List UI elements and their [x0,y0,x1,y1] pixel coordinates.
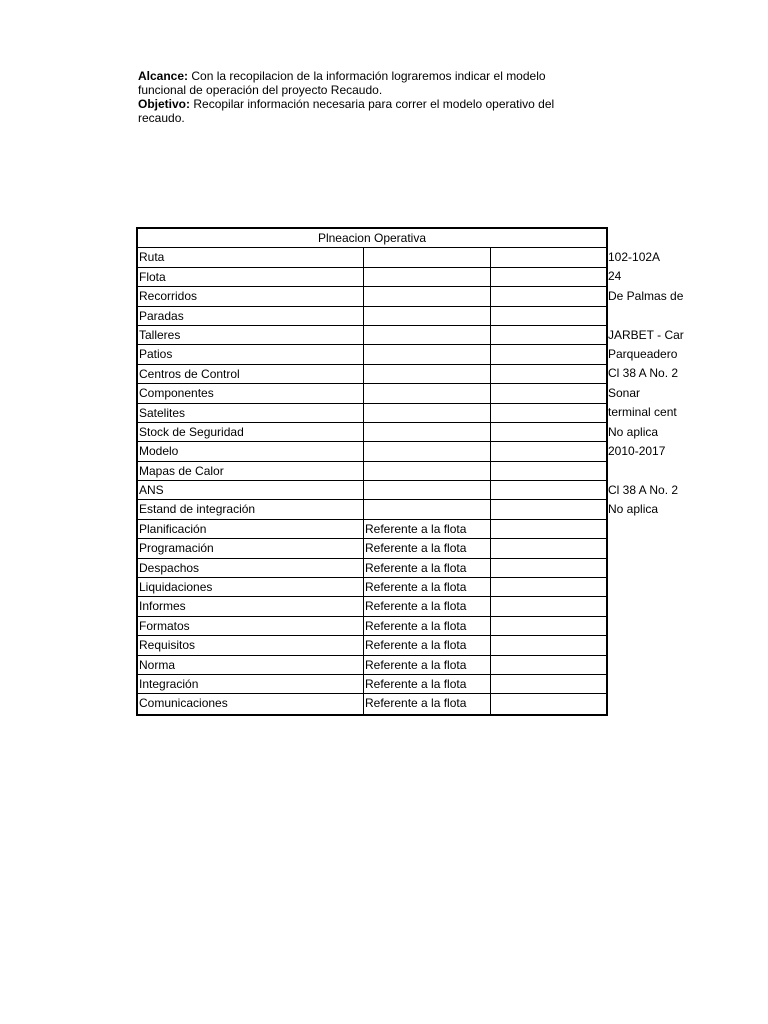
row-empty-cell[interactable] [491,675,606,694]
table-row [138,248,606,267]
table-row [138,539,606,558]
row-label[interactable]: Planificación [138,520,364,539]
row-empty-cell[interactable] [491,578,606,597]
table-row [138,384,606,403]
row-value[interactable] [364,326,491,345]
alcance-paragraph [138,69,588,97]
objetivo-paragraph [138,97,588,125]
table-row [138,404,606,423]
row-value[interactable] [364,500,491,519]
row-value[interactable]: Referente a la flota [364,617,491,636]
row-label[interactable]: Formatos [138,617,364,636]
row-label[interactable]: Satelites [138,404,364,423]
table-row [138,423,606,442]
alcance-text: Con la recopilacion de la información lograremos indicar el modelo funcional de operación del proyecto Recaudo. [138,69,546,97]
table-row [138,462,606,481]
row-label[interactable]: Norma [138,656,364,675]
row-empty-cell[interactable] [491,520,606,539]
row-label[interactable]: Requisitos [138,636,364,655]
row-empty-cell[interactable] [491,345,606,364]
table-row [138,365,606,384]
row-empty-cell[interactable] [491,539,606,558]
row-value[interactable] [364,442,491,461]
row-empty-cell[interactable] [491,248,606,267]
row-label[interactable]: Centros de Control [138,365,364,384]
table-row [138,597,606,616]
table-row [138,656,606,675]
row-value[interactable] [364,307,491,326]
side-value[interactable]: Cl 38 A No. 2 [608,482,679,497]
row-value[interactable]: Referente a la flota [364,675,491,694]
row-empty-cell[interactable] [491,559,606,578]
row-value[interactable]: Referente a la flota [364,597,491,616]
row-empty-cell[interactable] [491,694,606,713]
table-row [138,442,606,461]
row-label[interactable]: Patios [138,345,364,364]
row-value[interactable]: Referente a la flota [364,559,491,578]
row-empty-cell[interactable] [491,656,606,675]
table-row [138,694,606,713]
row-empty-cell[interactable] [491,423,606,442]
row-value[interactable]: Referente a la flota [364,578,491,597]
table-row [138,307,606,326]
row-label[interactable]: Estand de integración [138,500,364,519]
row-value[interactable]: Referente a la flota [364,636,491,655]
row-label[interactable]: Despachos [138,559,364,578]
table-row [138,636,606,655]
table-header [138,229,606,248]
table-row [138,345,606,364]
side-value[interactable]: 2010-2017 [608,443,666,458]
row-empty-cell[interactable] [491,384,606,403]
row-value[interactable] [364,365,491,384]
row-empty-cell[interactable] [491,442,606,461]
side-value[interactable]: No aplica [608,424,659,439]
side-value[interactable] [608,461,768,480]
row-label[interactable]: Ruta [138,248,364,267]
side-value[interactable]: terminal cent [608,405,677,420]
side-value[interactable]: Sonar [608,385,641,400]
side-value[interactable]: De Palmas de [608,288,684,303]
side-value[interactable]: 102-102A [608,250,661,264]
row-label[interactable]: Paradas [138,307,364,326]
row-label[interactable]: Modelo [138,442,364,461]
row-value[interactable] [364,481,491,500]
row-value[interactable]: Referente a la flota [364,520,491,539]
table-row [138,578,606,597]
row-empty-cell[interactable] [491,500,606,519]
row-label[interactable]: Flota [138,268,364,287]
side-value[interactable]: JARBET - Car [608,327,684,342]
table-row [138,520,606,539]
planning-table [136,227,608,716]
table-row [138,500,606,519]
side-value[interactable]: No aplica [608,502,659,517]
row-label[interactable]: Comunicaciones [138,694,364,713]
side-values-column [608,248,768,519]
row-value[interactable] [364,268,491,287]
side-value[interactable] [608,306,768,325]
table-row [138,481,606,500]
row-label[interactable]: Liquidaciones [138,578,364,597]
row-empty-cell[interactable] [491,287,606,306]
row-empty-cell[interactable] [491,404,606,423]
alcance-label: Alcance: [138,69,189,83]
row-label[interactable]: Integración [138,675,364,694]
side-value[interactable]: Cl 38 A No. 2 [608,366,679,381]
row-value[interactable] [364,248,491,267]
side-value[interactable]: 24 [608,269,622,284]
row-empty-cell[interactable] [491,307,606,326]
row-value[interactable] [364,384,491,403]
row-label[interactable]: Componentes [138,384,364,403]
row-value[interactable] [364,462,491,481]
row-label[interactable]: Stock de Seguridad [138,423,364,442]
row-value[interactable] [364,287,491,306]
row-empty-cell[interactable] [491,617,606,636]
row-value[interactable]: Referente a la flota [364,539,491,558]
row-value[interactable] [364,345,491,364]
row-value[interactable] [364,423,491,442]
table-row [138,326,606,345]
table-row [138,287,606,306]
table-row [138,268,606,287]
table-row [138,559,606,578]
row-empty-cell[interactable] [491,365,606,384]
table-row [138,675,606,694]
objetivo-label: Objetivo: [138,97,191,111]
side-value[interactable]: Parqueadero [608,346,678,361]
table-title: Plneacion Operativa [317,231,427,246]
row-empty-cell[interactable] [491,326,606,345]
row-label[interactable]: Talleres [138,326,364,345]
row-label[interactable]: Informes [138,597,364,616]
row-empty-cell[interactable] [491,268,606,287]
row-empty-cell[interactable] [491,636,606,655]
row-value[interactable]: Referente a la flota [364,694,491,713]
row-label[interactable]: Mapas de Calor [138,462,364,481]
row-label[interactable]: Programación [138,539,364,558]
row-value[interactable] [364,404,491,423]
row-empty-cell[interactable] [491,597,606,616]
intro-block [138,69,588,125]
row-value[interactable]: Referente a la flota [364,656,491,675]
row-empty-cell[interactable] [491,481,606,500]
row-empty-cell[interactable] [491,462,606,481]
objetivo-text: Recopilar información necesaria para correr el modelo operativo del recaudo. [138,97,555,125]
row-label[interactable]: ANS [138,481,364,500]
row-label[interactable]: Recorridos [138,287,364,306]
table-row [138,617,606,636]
